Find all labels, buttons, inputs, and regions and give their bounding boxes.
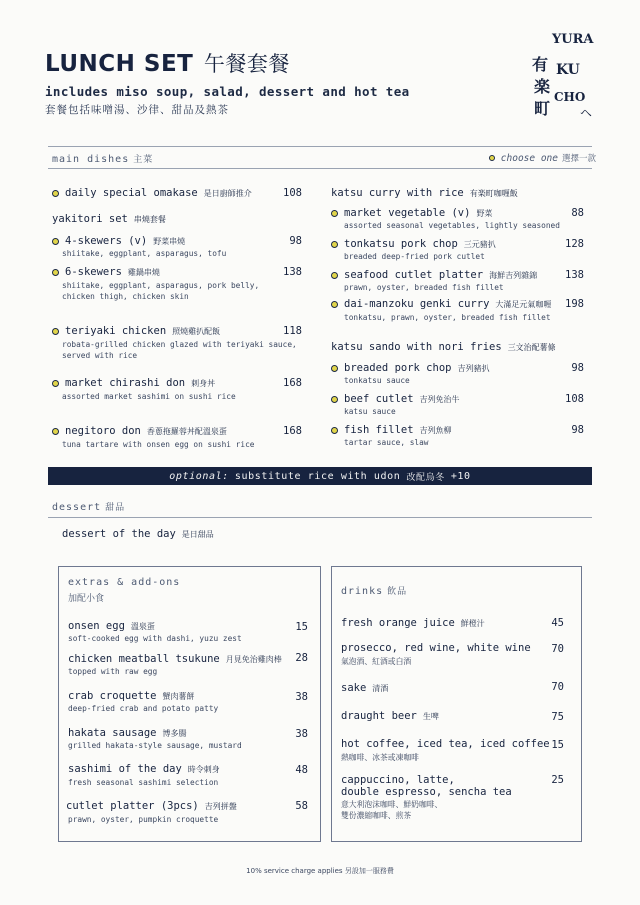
divider xyxy=(48,517,592,518)
item-description: robata-grilled chicken glazed with teriyaki sauce, served with rice xyxy=(62,340,297,360)
extra-item: hakata sausage 博多腸 xyxy=(68,727,187,739)
item-description: shiitake, eggplant, asparagus, pork belly, chicken thigh, chicken skin xyxy=(62,281,260,301)
menu-item: dai-manzoku genki curry 大滿足元氣咖喱 xyxy=(331,298,551,310)
menu-item: 4-skewers (v) 野菜串燒 xyxy=(52,235,185,247)
extra-item: cutlet platter (3pcs) 吉列拼盤 xyxy=(66,800,237,812)
item-price: 38 xyxy=(295,728,308,740)
drink-item: sake 清酒 xyxy=(341,682,389,694)
item-price: 138 xyxy=(283,266,302,278)
item-price: 28 xyxy=(295,652,308,664)
item-description: grilled hakata-style sausage, mustard xyxy=(68,741,242,750)
yurakucho-logo: 有 YURA 楽 KU 町 CHO ヘ xyxy=(532,32,594,120)
divider xyxy=(48,168,592,169)
bullet-icon xyxy=(52,190,59,197)
item-description: breaded deep-fried pork cutlet xyxy=(344,252,485,261)
drink-description-zh: 意大利泡沫咖啡、鮮奶咖啡、 雙份濃縮咖啡、煎茶 xyxy=(341,800,443,820)
yakitori-heading: yakitori set 串燒套餐 xyxy=(52,213,166,225)
menu-item: market vegetable (v) 野菜 xyxy=(331,207,492,219)
extra-item: crab croquette 蟹肉薯餅 xyxy=(68,690,195,702)
drink-description-zh: 氣泡酒、紅酒或白酒 xyxy=(341,657,412,666)
menu-item: negitoro don 香蔥拖羅蓉丼配溫泉蛋 xyxy=(52,425,227,437)
bullet-icon xyxy=(331,396,338,403)
item-price: 70 xyxy=(551,681,564,693)
extras-heading-zh: 加配小食 xyxy=(68,594,105,604)
item-price: 98 xyxy=(289,235,302,247)
item-price: 118 xyxy=(283,325,302,337)
item-price: 70 xyxy=(551,643,564,655)
item-description: prawn, oyster, breaded fish fillet xyxy=(344,283,504,292)
item-description: katsu sauce xyxy=(344,407,396,416)
title-en: LUNCH SET xyxy=(45,51,194,77)
item-price: 108 xyxy=(283,187,302,199)
drink-item: fresh orange juice 鮮橙汁 xyxy=(341,617,485,629)
main-dishes-label: main dishes 主菜 xyxy=(52,154,154,165)
menu-title xyxy=(45,48,290,78)
item-price: 198 xyxy=(565,298,584,310)
title-zh: 午餐套餐 xyxy=(203,52,290,76)
menu-item: market chirashi don 刺身丼 xyxy=(52,377,215,389)
service-charge-note: 10% service charge applies 另設加一服務費 xyxy=(246,867,394,875)
katsu-curry-heading: katsu curry with rice 有楽町咖喱飯 xyxy=(331,187,518,199)
item-price: 138 xyxy=(565,269,584,281)
item-description: tonkatsu sauce xyxy=(344,376,410,385)
choose-one-label: choose one 選擇一款 xyxy=(489,152,596,164)
item-description: tartar sauce, slaw xyxy=(344,438,429,447)
item-description: deep-fried crab and potato patty xyxy=(68,704,219,713)
menu-item: daily special omakase 是日廚師推介 xyxy=(52,187,252,199)
menu-item: teriyaki chicken 照燒雞扒配飯 xyxy=(52,325,220,337)
dessert-label: dessert 甜品 xyxy=(52,502,126,513)
subtitle-zh: 套餐包括味噌湯、沙律、甜品及熱茶 xyxy=(45,104,229,116)
item-description: assorted market sashimi on sushi rice xyxy=(62,392,236,401)
dessert-item: dessert of the day 是日甜品 xyxy=(62,528,214,540)
item-price: 15 xyxy=(295,621,308,633)
bullet-icon xyxy=(331,427,338,434)
drinks-heading: drinks 飲品 xyxy=(341,586,408,597)
item-description: tuna tartare with onsen egg on sushi rice xyxy=(62,440,255,449)
item-description: assorted seasonal vegetables, lightly seasoned xyxy=(344,221,560,230)
bullet-icon xyxy=(331,241,338,248)
item-price: 168 xyxy=(283,425,302,437)
menu-item: seafood cutlet platter 海鮮吉列雜錦 xyxy=(331,269,537,281)
extra-item: sashimi of the day 時令刺身 xyxy=(68,763,220,775)
extra-item: chicken meatball tsukune 月見免治雞肉棒 xyxy=(68,653,282,665)
subtitle: includes miso soup, salad, dessert and hot tea xyxy=(45,84,410,99)
item-price: 48 xyxy=(295,764,308,776)
item-price: 128 xyxy=(565,238,584,250)
drink-item: hot coffee, iced tea, iced coffee xyxy=(341,738,550,750)
katsu-sando-heading: katsu sando with nori fries 三文治配薯條 xyxy=(331,341,556,353)
optional-udon-banner: optional: substitute rice with udon 改配烏冬 +10 xyxy=(48,467,592,485)
item-price: 98 xyxy=(571,424,584,436)
item-price: 45 xyxy=(551,617,564,629)
item-price: 38 xyxy=(295,691,308,703)
bullet-icon xyxy=(331,210,338,217)
drink-item: cappuccino, latte, xyxy=(341,774,455,786)
menu-item: beef cutlet 吉列免治牛 xyxy=(331,393,460,405)
item-price: 15 xyxy=(551,739,564,751)
drink-item: draught beer 生啤 xyxy=(341,710,439,722)
item-price: 88 xyxy=(571,207,584,219)
extra-item: onsen egg 溫泉蛋 xyxy=(68,620,155,632)
item-price: 108 xyxy=(565,393,584,405)
item-description: prawn, oyster, pumpkin croquette xyxy=(68,815,219,824)
item-price: 75 xyxy=(551,711,564,723)
bullet-icon xyxy=(331,365,338,372)
drink-description-zh: 熱咖啡、冰茶或凍咖啡 xyxy=(341,753,419,762)
bullet-icon xyxy=(52,380,59,387)
menu-item: 6-skewers 雞鍋串燒 xyxy=(52,266,160,278)
bullet-icon xyxy=(331,301,338,308)
item-price: 98 xyxy=(571,362,584,374)
bullet-icon xyxy=(52,238,59,245)
drink-item: prosecco, red wine, white wine xyxy=(341,642,531,654)
item-description: fresh seasonal sashimi selection xyxy=(68,778,219,787)
bullet-icon xyxy=(52,328,59,335)
item-price: 168 xyxy=(283,377,302,389)
item-price: 25 xyxy=(551,774,564,786)
menu-item: fish fillet 吉列魚柳 xyxy=(331,424,452,436)
item-price: 58 xyxy=(295,800,308,812)
extras-heading: extras & add-ons xyxy=(68,577,181,588)
bullet-icon xyxy=(52,269,59,276)
item-description: shiitake, eggplant, asparagus, tofu xyxy=(62,249,227,258)
menu-item: breaded pork chop 吉列豬扒 xyxy=(331,362,489,374)
bullet-icon xyxy=(52,428,59,435)
divider xyxy=(48,146,592,147)
bullet-icon xyxy=(331,272,338,279)
drink-item-line2: double espresso, sencha tea xyxy=(341,786,512,798)
bullet-icon xyxy=(489,155,495,161)
item-description: tonkatsu, prawn, oyster, breaded fish fillet xyxy=(344,313,551,322)
item-description: topped with raw egg xyxy=(68,667,158,676)
item-description: soft-cooked egg with dashi, yuzu zest xyxy=(68,634,242,643)
menu-item: tonkatsu pork chop 三元豬扒 xyxy=(331,238,496,250)
